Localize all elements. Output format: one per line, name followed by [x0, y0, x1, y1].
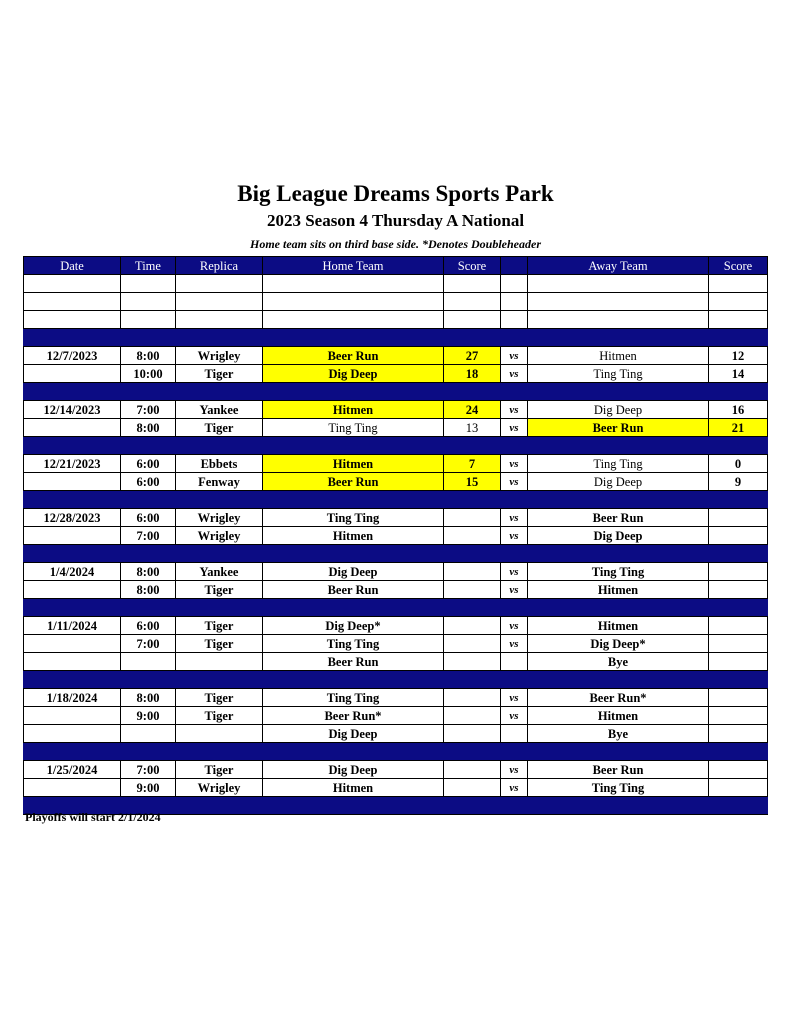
cell-away-score	[709, 689, 768, 707]
separator-cell	[444, 383, 501, 401]
separator-cell	[501, 545, 528, 563]
cell-home-score	[444, 725, 501, 743]
cell-vs: vs	[501, 617, 528, 635]
week-separator-row	[24, 437, 768, 455]
separator-cell	[176, 329, 263, 347]
separator-cell	[528, 383, 709, 401]
cell-time	[121, 653, 176, 671]
cell-time: 6:00	[121, 455, 176, 473]
col-date: Date	[24, 257, 121, 275]
separator-cell	[176, 743, 263, 761]
schedule-body	[24, 275, 768, 815]
game-row	[24, 473, 768, 491]
cell-date: 12/21/2023	[24, 455, 121, 473]
cell-away-team: Bye	[528, 653, 709, 671]
cell-vs: vs	[501, 581, 528, 599]
week-separator-row	[24, 491, 768, 509]
cell-home-team: Beer Run	[263, 473, 444, 491]
cell-vs: vs	[501, 365, 528, 383]
cell-away-score: 9	[709, 473, 768, 491]
cell-away-team: Ting Ting	[528, 563, 709, 581]
cell-home-score: 24	[444, 401, 501, 419]
separator-cell	[121, 671, 176, 689]
separator-cell	[528, 491, 709, 509]
separator-cell	[176, 599, 263, 617]
cell-away-score	[709, 563, 768, 581]
page-title: Big League Dreams Sports Park	[237, 181, 554, 206]
cell-replica: Ebbets	[176, 455, 263, 473]
cell-date: 12/28/2023	[24, 509, 121, 527]
cell-date: 12/14/2023	[24, 401, 121, 419]
cell-time: 6:00	[121, 509, 176, 527]
cell-vs: vs	[501, 779, 528, 797]
cell-away-score: 16	[709, 401, 768, 419]
cell-away-score	[709, 527, 768, 545]
page-subtitle: 2023 Season 4 Thursday A National	[266, 211, 525, 230]
cell-away-score: 14	[709, 365, 768, 383]
empty-cell	[24, 293, 121, 311]
game-row	[24, 347, 768, 365]
cell-time: 7:00	[121, 401, 176, 419]
empty-cell	[263, 275, 444, 293]
game-row	[24, 707, 768, 725]
game-row	[24, 401, 768, 419]
cell-replica: Tiger	[176, 419, 263, 437]
cell-away-score: 21	[709, 419, 768, 437]
cell-home-team: Ting Ting	[263, 509, 444, 527]
empty-cell	[528, 311, 709, 329]
cell-replica: Wrigley	[176, 779, 263, 797]
col-time: Time	[121, 257, 176, 275]
cell-time: 8:00	[121, 581, 176, 599]
cell-time: 9:00	[121, 779, 176, 797]
game-row	[24, 581, 768, 599]
cell-replica: Tiger	[176, 707, 263, 725]
cell-home-team: Dig Deep	[263, 365, 444, 383]
separator-cell	[501, 671, 528, 689]
empty-cell	[444, 311, 501, 329]
cell-home-team: Beer Run*	[263, 707, 444, 725]
cell-home-score	[444, 509, 501, 527]
cell-replica: Tiger	[176, 635, 263, 653]
separator-cell	[528, 743, 709, 761]
col-away-score: Score	[709, 257, 768, 275]
cell-vs: vs	[501, 401, 528, 419]
separator-cell	[709, 491, 768, 509]
cell-replica: Tiger	[176, 581, 263, 599]
cell-time: 8:00	[121, 689, 176, 707]
cell-date	[24, 365, 121, 383]
cell-home-team: Hitmen	[263, 779, 444, 797]
cell-away-score	[709, 635, 768, 653]
empty-cell	[501, 311, 528, 329]
empty-cell	[528, 275, 709, 293]
cell-home-team: Dig Deep*	[263, 617, 444, 635]
game-row	[24, 725, 768, 743]
cell-vs: vs	[501, 761, 528, 779]
empty-cell	[121, 293, 176, 311]
cell-home-team: Ting Ting	[263, 635, 444, 653]
game-row	[24, 653, 768, 671]
separator-cell	[121, 545, 176, 563]
separator-cell	[709, 599, 768, 617]
game-row	[24, 455, 768, 473]
cell-away-score	[709, 725, 768, 743]
cell-time: 6:00	[121, 473, 176, 491]
separator-cell	[121, 437, 176, 455]
cell-away-team: Beer Run	[528, 419, 709, 437]
cell-home-team: Dig Deep	[263, 761, 444, 779]
separator-cell	[176, 545, 263, 563]
separator-cell	[528, 329, 709, 347]
separator-cell	[709, 545, 768, 563]
cell-time: 7:00	[121, 527, 176, 545]
cell-time: 7:00	[121, 635, 176, 653]
doubleheader-note: Home team sits on third base side. *Denotes Doubleheader	[250, 237, 541, 251]
cell-replica	[176, 725, 263, 743]
separator-cell	[709, 437, 768, 455]
cell-home-score	[444, 563, 501, 581]
empty-cell	[24, 311, 121, 329]
cell-date	[24, 779, 121, 797]
cell-date: 1/11/2024	[24, 617, 121, 635]
cell-replica	[176, 653, 263, 671]
cell-replica: Tiger	[176, 761, 263, 779]
separator-cell	[444, 545, 501, 563]
cell-vs: vs	[501, 347, 528, 365]
empty-cell	[263, 311, 444, 329]
separator-cell	[176, 671, 263, 689]
separator-cell	[501, 383, 528, 401]
separator-cell	[176, 797, 263, 815]
empty-cell	[444, 275, 501, 293]
separator-cell	[263, 383, 444, 401]
cell-replica: Wrigley	[176, 527, 263, 545]
game-row	[24, 617, 768, 635]
cell-home-team: Beer Run	[263, 653, 444, 671]
empty-row	[24, 311, 768, 329]
cell-home-score: 27	[444, 347, 501, 365]
separator-cell	[528, 437, 709, 455]
cell-away-score: 12	[709, 347, 768, 365]
separator-cell	[444, 491, 501, 509]
separator-cell	[176, 491, 263, 509]
cell-replica: Yankee	[176, 563, 263, 581]
separator-cell	[121, 743, 176, 761]
cell-away-score	[709, 509, 768, 527]
cell-time: 6:00	[121, 617, 176, 635]
empty-cell	[528, 293, 709, 311]
cell-vs: vs	[501, 707, 528, 725]
cell-date	[24, 653, 121, 671]
separator-cell	[501, 743, 528, 761]
separator-cell	[24, 671, 121, 689]
cell-vs	[501, 725, 528, 743]
cell-away-team: Beer Run	[528, 509, 709, 527]
cell-home-score: 13	[444, 419, 501, 437]
cell-date	[24, 635, 121, 653]
cell-vs: vs	[501, 689, 528, 707]
cell-time: 10:00	[121, 365, 176, 383]
cell-replica: Tiger	[176, 689, 263, 707]
separator-cell	[709, 383, 768, 401]
cell-home-score: 15	[444, 473, 501, 491]
cell-time: 9:00	[121, 707, 176, 725]
separator-cell	[24, 743, 121, 761]
cell-time: 8:00	[121, 347, 176, 365]
week-separator-row	[24, 329, 768, 347]
separator-cell	[709, 329, 768, 347]
cell-away-team: Ting Ting	[528, 455, 709, 473]
game-row	[24, 527, 768, 545]
separator-cell	[121, 491, 176, 509]
empty-cell	[176, 311, 263, 329]
cell-home-score: 7	[444, 455, 501, 473]
col-away-team: Away Team	[528, 257, 709, 275]
separator-cell	[501, 329, 528, 347]
game-row	[24, 761, 768, 779]
cell-home-score	[444, 635, 501, 653]
cell-away-team: Beer Run	[528, 761, 709, 779]
separator-cell	[528, 599, 709, 617]
separator-cell	[263, 671, 444, 689]
cell-replica: Wrigley	[176, 347, 263, 365]
separator-cell	[263, 599, 444, 617]
cell-time: 7:00	[121, 761, 176, 779]
separator-cell	[176, 383, 263, 401]
cell-time: 8:00	[121, 419, 176, 437]
cell-away-team: Hitmen	[528, 347, 709, 365]
game-row	[24, 509, 768, 527]
cell-home-score: 18	[444, 365, 501, 383]
separator-cell	[121, 329, 176, 347]
cell-date	[24, 527, 121, 545]
cell-away-score: 0	[709, 455, 768, 473]
cell-away-team: Dig Deep*	[528, 635, 709, 653]
separator-cell	[444, 797, 501, 815]
separator-cell	[24, 545, 121, 563]
empty-cell	[501, 293, 528, 311]
cell-home-score	[444, 689, 501, 707]
cell-home-team: Dig Deep	[263, 563, 444, 581]
cell-time: 8:00	[121, 563, 176, 581]
cell-home-team: Dig Deep	[263, 725, 444, 743]
separator-cell	[501, 599, 528, 617]
cell-vs: vs	[501, 527, 528, 545]
cell-date	[24, 725, 121, 743]
separator-cell	[444, 599, 501, 617]
separator-cell	[528, 671, 709, 689]
separator-cell	[263, 491, 444, 509]
separator-cell	[709, 671, 768, 689]
cell-home-score	[444, 617, 501, 635]
separator-cell	[444, 671, 501, 689]
cell-home-team: Hitmen	[263, 401, 444, 419]
cell-away-score	[709, 707, 768, 725]
col-home-team: Home Team	[263, 257, 444, 275]
header-row	[24, 257, 768, 275]
cell-away-score	[709, 581, 768, 599]
cell-home-score	[444, 707, 501, 725]
cell-date	[24, 419, 121, 437]
cell-replica: Wrigley	[176, 509, 263, 527]
cell-date	[24, 473, 121, 491]
week-separator-row	[24, 383, 768, 401]
cell-time	[121, 725, 176, 743]
separator-cell	[24, 491, 121, 509]
separator-cell	[24, 383, 121, 401]
separator-cell	[444, 329, 501, 347]
playoffs-note: Playoffs will start 2/1/2024	[25, 810, 161, 824]
empty-row	[24, 275, 768, 293]
separator-cell	[176, 437, 263, 455]
separator-cell	[709, 797, 768, 815]
cell-date: 12/7/2023	[24, 347, 121, 365]
game-row	[24, 779, 768, 797]
empty-cell	[709, 275, 768, 293]
separator-cell	[501, 797, 528, 815]
separator-cell	[121, 599, 176, 617]
cell-vs: vs	[501, 635, 528, 653]
cell-away-team: Dig Deep	[528, 527, 709, 545]
separator-cell	[528, 545, 709, 563]
cell-date: 1/18/2024	[24, 689, 121, 707]
cell-away-score	[709, 653, 768, 671]
col-home-score: Score	[444, 257, 501, 275]
separator-cell	[263, 743, 444, 761]
week-separator-row	[24, 743, 768, 761]
cell-date: 1/4/2024	[24, 563, 121, 581]
cell-away-team: Ting Ting	[528, 365, 709, 383]
cell-vs: vs	[501, 563, 528, 581]
game-row	[24, 563, 768, 581]
empty-cell	[709, 311, 768, 329]
cell-home-score	[444, 527, 501, 545]
empty-row	[24, 293, 768, 311]
cell-away-team: Dig Deep	[528, 401, 709, 419]
cell-vs: vs	[501, 473, 528, 491]
separator-cell	[501, 491, 528, 509]
separator-cell	[528, 797, 709, 815]
separator-cell	[444, 743, 501, 761]
cell-away-team: Ting Ting	[528, 779, 709, 797]
cell-replica: Tiger	[176, 365, 263, 383]
cell-away-team: Hitmen	[528, 617, 709, 635]
empty-cell	[176, 293, 263, 311]
cell-home-score	[444, 653, 501, 671]
game-row	[24, 365, 768, 383]
week-separator-row	[24, 671, 768, 689]
separator-cell	[24, 329, 121, 347]
week-separator-row	[24, 599, 768, 617]
empty-cell	[263, 293, 444, 311]
game-row	[24, 635, 768, 653]
game-row	[24, 689, 768, 707]
empty-cell	[24, 275, 121, 293]
cell-home-team: Ting Ting	[263, 419, 444, 437]
cell-home-score	[444, 779, 501, 797]
empty-cell	[121, 311, 176, 329]
separator-cell	[24, 599, 121, 617]
cell-home-score	[444, 581, 501, 599]
cell-home-team: Beer Run	[263, 347, 444, 365]
cell-vs: vs	[501, 419, 528, 437]
cell-vs: vs	[501, 509, 528, 527]
cell-date	[24, 581, 121, 599]
cell-vs: vs	[501, 455, 528, 473]
separator-cell	[24, 437, 121, 455]
empty-cell	[709, 293, 768, 311]
empty-cell	[121, 275, 176, 293]
cell-away-team: Hitmen	[528, 581, 709, 599]
separator-cell	[444, 437, 501, 455]
separator-cell	[263, 797, 444, 815]
cell-replica: Tiger	[176, 617, 263, 635]
cell-vs	[501, 653, 528, 671]
cell-home-team: Ting Ting	[263, 689, 444, 707]
cell-date: 1/25/2024	[24, 761, 121, 779]
cell-away-score	[709, 779, 768, 797]
separator-cell	[263, 329, 444, 347]
cell-replica: Fenway	[176, 473, 263, 491]
game-row	[24, 419, 768, 437]
empty-cell	[176, 275, 263, 293]
cell-away-team: Dig Deep	[528, 473, 709, 491]
cell-date	[24, 707, 121, 725]
cell-replica: Yankee	[176, 401, 263, 419]
cell-away-team: Hitmen	[528, 707, 709, 725]
col-vs	[501, 257, 528, 275]
schedule-table	[23, 256, 768, 815]
cell-away-team: Bye	[528, 725, 709, 743]
cell-away-team: Beer Run*	[528, 689, 709, 707]
cell-away-score	[709, 617, 768, 635]
empty-cell	[501, 275, 528, 293]
cell-away-score	[709, 761, 768, 779]
separator-cell	[263, 545, 444, 563]
cell-home-team: Hitmen	[263, 455, 444, 473]
separator-cell	[121, 383, 176, 401]
separator-cell	[263, 437, 444, 455]
separator-cell	[501, 437, 528, 455]
week-separator-row	[24, 545, 768, 563]
col-replica: Replica	[176, 257, 263, 275]
empty-cell	[444, 293, 501, 311]
separator-cell	[709, 743, 768, 761]
cell-home-score	[444, 761, 501, 779]
cell-home-team: Beer Run	[263, 581, 444, 599]
cell-home-team: Hitmen	[263, 527, 444, 545]
